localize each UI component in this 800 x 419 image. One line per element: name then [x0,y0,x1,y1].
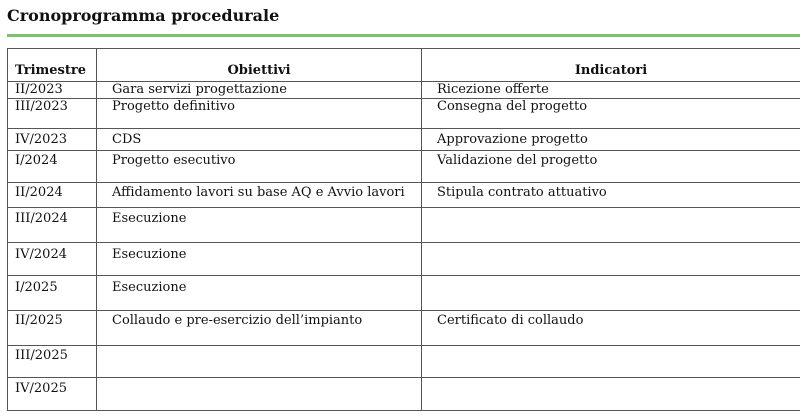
table-row [8,82,800,99]
cell-obiettivo: Esecuzione [97,208,422,243]
cell-obiettivo [97,346,422,378]
table-row [8,208,800,243]
table-row [8,276,800,311]
cell-indicatore: Approvazione progetto [422,129,800,151]
cell-obiettivo: Collaudo e pre-esercizio dell’impianto [97,311,422,346]
cell-obiettivo: Progetto definitivo [97,99,422,129]
header-indicatori: Indicatori [422,49,800,82]
cell-trimestre: III/2025 [8,346,97,378]
title-underline [7,34,800,37]
table-row [8,378,800,411]
cell-obiettivo: Affidamento lavori su base AQ e Avvio lavori [97,183,422,208]
cell-obiettivo: Progetto esecutivo [97,151,422,183]
header-trimestre: Trimestre [8,49,97,82]
cell-indicatore: Validazione del progetto [422,151,800,183]
cell-obiettivo: Esecuzione [97,243,422,276]
schedule-table [7,48,800,411]
cell-trimestre: I/2024 [8,151,97,183]
table-row [8,243,800,276]
header-obiettivi: Obiettivi [97,49,422,82]
cell-trimestre: II/2025 [8,311,97,346]
cell-trimestre: II/2024 [8,183,97,208]
cell-obiettivo: Esecuzione [97,276,422,311]
table-header-row [8,49,800,82]
cell-trimestre: III/2024 [8,208,97,243]
cell-indicatore: Certificato di collaudo [422,311,800,346]
cell-obiettivo [97,378,422,411]
cell-indicatore [422,276,800,311]
cell-indicatore: Ricezione offerte [422,82,800,99]
cell-indicatore: Consegna del progetto [422,99,800,129]
cell-trimestre: III/2023 [8,99,97,129]
cell-obiettivo: Gara servizi progettazione [97,82,422,99]
cell-trimestre: II/2023 [8,82,97,99]
cell-obiettivo: CDS [97,129,422,151]
cell-indicatore: Stipula contrato attuativo [422,183,800,208]
cell-trimestre: I/2025 [8,276,97,311]
table-row [8,99,800,129]
cell-indicatore [422,346,800,378]
table-row [8,346,800,378]
table-row [8,183,800,208]
table-row [8,129,800,151]
table-row [8,151,800,183]
cell-trimestre: IV/2024 [8,243,97,276]
page-title: Cronoprogramma procedurale [7,6,280,25]
table-row [8,311,800,346]
cell-trimestre: IV/2023 [8,129,97,151]
cell-indicatore [422,243,800,276]
cell-indicatore [422,208,800,243]
cell-trimestre: IV/2025 [8,378,97,411]
cell-indicatore [422,378,800,411]
